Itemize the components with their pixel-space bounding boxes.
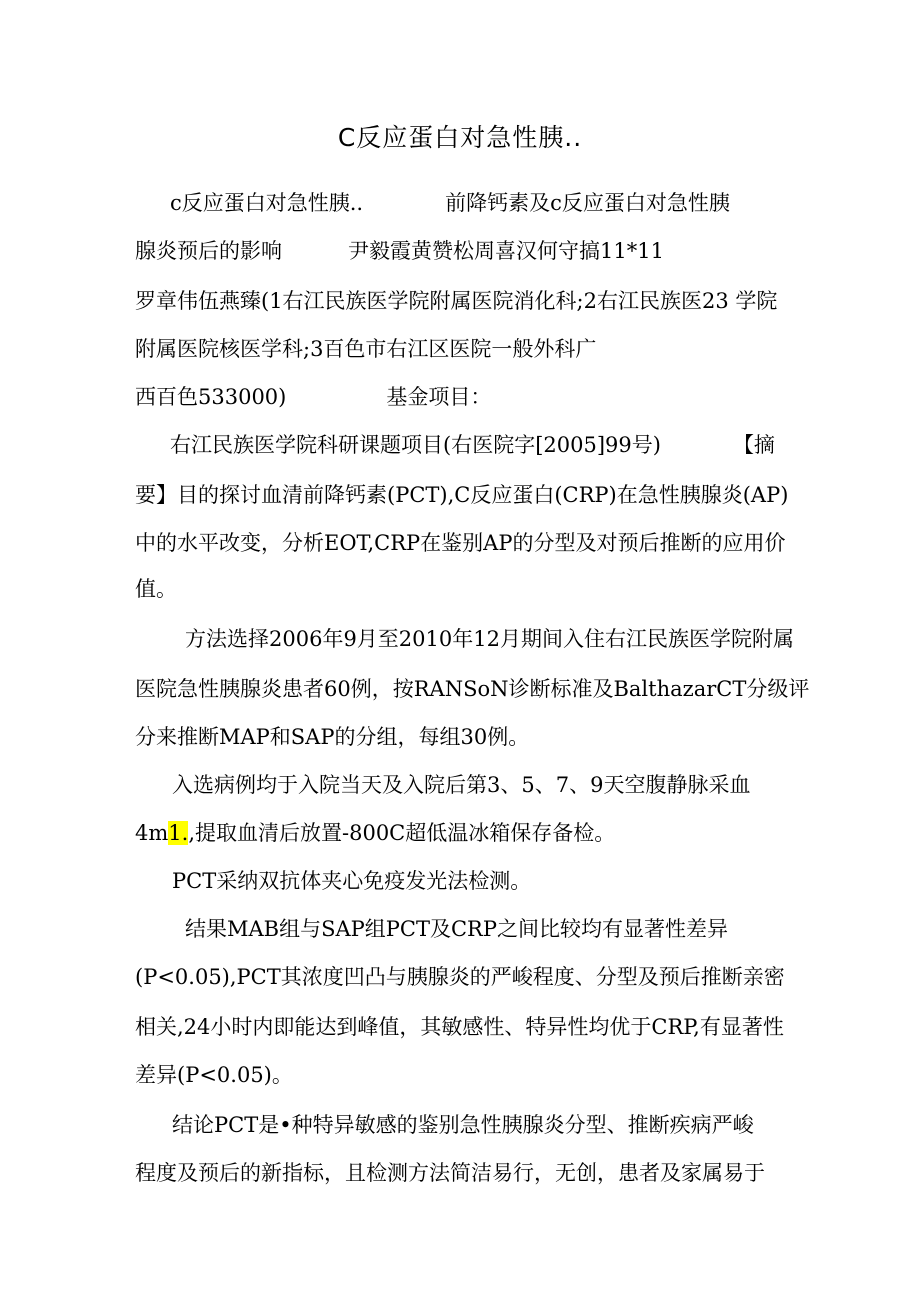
paragraph-line: 结论PCT是•种特异敏感的鉴别急性胰腺炎分型、推断疾病严峻 — [172, 1113, 754, 1137]
paragraph-line: 医院急性胰腺炎患者60例，按RANSoN诊断标准及BalthazarCT分级评 — [135, 677, 810, 701]
line-segment: 4m — [135, 821, 169, 845]
paragraph-line: 程度及预后的新指标，且检测方法简洁易行，无创，患者及家属易于 — [135, 1161, 765, 1185]
line-segment: c反应蛋白对急性胰.. — [170, 191, 364, 215]
paragraph-line: 相关,24小时内即能达到峰值，其敏感性、特异性均优于CRP,有显著性 — [135, 1015, 784, 1039]
line-segment: 尹毅霞黄赞松周喜汉何守搞11*11 — [348, 239, 664, 263]
paragraph-line — [135, 382, 491, 412]
document-title: C反应蛋白对急性胰.. — [337, 123, 583, 152]
line-segment: 【摘 — [732, 433, 775, 457]
paragraph-line: 附属医院核医学科;3百色市右江区医院一般外科广 — [135, 337, 597, 361]
paragraph-line: 罗章伟伍燕臻(1右江民族医学院附属医院消化科;2右江民族医23 学院 — [135, 289, 778, 313]
line-segment: ,提取血清后放置-800C超低温冰箱保存备检。 — [188, 821, 616, 845]
paragraph-line: 结果MAB组与SAP组PCT及CRP之间比较均有显著性差异 — [185, 917, 728, 941]
paragraph-line: 分来推断MAP和SAP的分组，每组30例。 — [135, 725, 530, 749]
paragraph-line — [135, 236, 664, 266]
paragraph-line: 方法选择2006年9月至2010年12月期间入住右江民族医学院附属 — [185, 627, 794, 651]
paragraph-line: 要】目的探讨血清前降钙素(PCT),C反应蛋白(CRP)在急性胰腺炎(AP) — [135, 483, 789, 507]
paragraph-line: 入选病例均于入院当天及入院后第3、5、7、9天空腹静脉采血 — [172, 773, 751, 797]
paragraph-line: PCT采纳双抗体夹心免疫发光法检测。 — [172, 869, 532, 893]
line-segment: 腺炎预后的影响 — [135, 239, 282, 263]
line-segment: 西百色533000) — [135, 385, 287, 409]
line-segment: 前降钙素及c反应蛋白对急性胰 — [445, 191, 730, 215]
paragraph-line — [135, 818, 615, 848]
paragraph-line — [170, 188, 730, 218]
line-segment: 基金项目： — [386, 385, 492, 409]
highlighted-text: 1. — [168, 821, 189, 845]
line-segment: 右江民族医学院科研课题项目(右医院字[2005]99号) — [170, 433, 661, 457]
paragraph-line: (P<0.05),PCT其浓度凹凸与胰腺炎的严峻程度、分型及预后推断亲密 — [135, 965, 785, 989]
paragraph-line: 差异(P<0.05)。 — [135, 1063, 293, 1087]
paragraph-line — [170, 430, 775, 460]
paragraph-line: 中的水平改变，分析EOT,CRP在鉴别AP的分型及对预后推断的应用价 — [135, 531, 786, 555]
paragraph-line: 值。 — [135, 577, 177, 601]
